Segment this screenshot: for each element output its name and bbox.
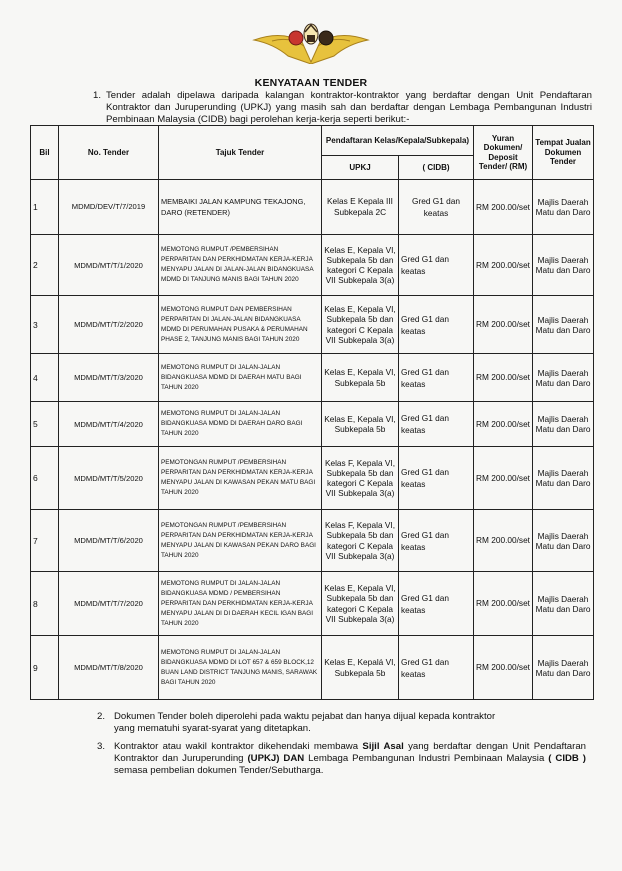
cell-tajuk: MEMOTONG RUMPUT DAN PEMBERSIHAN PERPARITAN DI JALAN-JALAN BIDANGKUASA MDMD DI PERUMAHAN PUSAKA & PERUMAHAN PHASE 2, TANJUNG MANIS BAGI TAHUN 2020: [159, 296, 322, 354]
cell-tempat: Majlis Daerah Matu dan Daro: [533, 296, 594, 354]
cell-tempat: Majlis Daerah Matu dan Daro: [533, 510, 594, 572]
cell-no-tender: MDMD/MT/T/6/2020: [59, 510, 159, 572]
header-pendaftaran: Pendaftaran Kelas/Kepala/Subkepala): [322, 126, 474, 156]
cell-upkj: Kelas E, Kepala VI, Subkepala 5b dan kategori C Kepala VII Subkepala 3(a): [322, 235, 399, 296]
cell-no-tender: MDMD/MT/T/7/2020: [59, 572, 159, 636]
cell-tajuk: MEMOTONG RUMPUT DI JALAN-JALAN BIDANGKUASA MDMD DI LOT 657 & 659 BLOCK,12 BUAN LAND DISTRICT TANJUNG MANIS, SARAWAK BAGI TAHUN 2020: [159, 636, 322, 700]
cell-cidb: Gred G1 dan keatas: [399, 296, 474, 354]
cell-bil: 1: [31, 180, 59, 235]
cell-bil: 6: [31, 447, 59, 510]
p3-sijil-asal: Sijil Asal: [362, 741, 404, 752]
paragraph-1-number: 1.: [93, 90, 102, 101]
cell-tempat: Majlis Daerah Matu dan Daro: [533, 572, 594, 636]
table-row: [31, 510, 594, 572]
cell-upkj: Kelas E, Kepala VI, Subkepala 5b dan kategori C Kepala VII Subkepala 3(a): [322, 296, 399, 354]
cell-no-tender: MDMD/DEV/T/7/2019: [59, 180, 159, 235]
table-row: [31, 402, 594, 447]
cell-tajuk: MEMOTONG RUMPUT DI JALAN-JALAN BIDANGKUASA MDMD DI DAERAH DARO BAGI TAHUN 2020: [159, 402, 322, 447]
paragraph-2-text: Dokumen Tender boleh diperolehi pada waktu pejabat dan hanya dijual kepada kontraktor yang mematuhi syarat-syarat yang ditetapkan.: [114, 711, 496, 735]
cell-cidb: Gred G1 dan keatas: [399, 510, 474, 572]
table-row: [31, 180, 594, 235]
cell-yuran: RM 200.00/set: [474, 296, 533, 354]
cell-cidb: Gred G1 dan keatas: [399, 572, 474, 636]
table-row: [31, 235, 594, 296]
cell-tempat: Majlis Daerah Matu dan Daro: [533, 180, 594, 235]
cell-cidb: Gred G1 dan keatas: [399, 180, 474, 235]
cell-no-tender: MDMD/MT/T/3/2020: [59, 354, 159, 402]
p3-text-mid2: Lembaga Pembangunan Industri Pembinaan Malaysia: [304, 753, 549, 765]
cell-tajuk: MEMBAIKI JALAN KAMPUNG TEKAJONG, DARO (RETENDER): [159, 180, 322, 235]
cell-tempat: Majlis Daerah Matu dan Daro: [533, 447, 594, 510]
table-row: [31, 447, 594, 510]
header-cidb: ( CIDB): [399, 156, 474, 180]
cell-upkj: Kelas F, Kepala VI, Subkepala 5b dan kategori C Kepala VII Subkepala 3(a): [322, 447, 399, 510]
cell-bil: 2: [31, 235, 59, 296]
cell-yuran: RM 200.00/set: [474, 235, 533, 296]
cell-tempat: Majlis Daerah Matu dan Daro: [533, 636, 594, 700]
cell-bil: 7: [31, 510, 59, 572]
cell-upkj: Kelas E, Kepala VI, Subkepala 5b: [322, 402, 399, 447]
header-bil: Bil: [31, 126, 59, 180]
cell-cidb: Gred G1 dan keatas: [399, 235, 474, 296]
paragraph-2-number: 2.: [97, 711, 106, 722]
cell-upkj: Kelas E, Kepala VI, Subkepala 5b: [322, 354, 399, 402]
paragraph-1-text: Tender adalah dipelawa daripada kalangan kontraktor-kontraktor yang berdaftar dengan Unit Pendaftaran Kontraktor dan Juruperunding (UPKJ) yang masih sah dan berdaftar dengan Lembaga Pembangunan Industri Pembinaan Malaysia (CIDB) bagi perolehan kerja-kerja seperti berikut:-: [106, 90, 592, 126]
cell-yuran: RM 200.00/set: [474, 572, 533, 636]
cell-cidb: Gred G1 dan keatas: [399, 402, 474, 447]
p3-text-after: semasa pembelian dokumen Tender/Sebutharga.: [114, 765, 324, 777]
cell-tempat: Majlis Daerah Matu dan Daro: [533, 402, 594, 447]
header-no-tender: No. Tender: [59, 126, 159, 180]
cell-upkj: Kelas F, Kepala VI, Subkepala 5b dan kategori C Kepala VII Subkepala 3(a): [322, 510, 399, 572]
cell-cidb: Gred G1 dan keatas: [399, 354, 474, 402]
cell-no-tender: MDMD/MT/T/4/2020: [59, 402, 159, 447]
tender-table: [30, 125, 594, 700]
document-title: KENYATAAN TENDER: [254, 77, 368, 89]
header-yuran: Yuran Dokumen/ Deposit Tender/ (RM): [474, 126, 533, 180]
cell-upkj: Kelas E, Kepalá VI, Subkepala 5b: [322, 636, 399, 700]
cell-tajuk: MEMOTONG RUMPUT DI JALAN-JALAN BIDANGKUASA MDMD DI DAERAH MATU BAGI TAHUN 2020: [159, 354, 322, 402]
cell-no-tender: MDMD/MT/T/5/2020: [59, 447, 159, 510]
cell-tajuk: MEMOTONG RUMPUT DI JALAN-JALAN BIDANGKUASA MDMD / PEMBERSIHAN PERPARITAN DAN PERKHIDMATAN KERJA-KERJA MENYAPU JALAN DI DI DAERAH KECIL IGAN BAGI TAHUN 2020: [159, 572, 322, 636]
cell-bil: 5: [31, 402, 59, 447]
cell-tempat: Majlis Daerah Matu dan Daro: [533, 235, 594, 296]
p3-cidb: ( CIDB ): [548, 753, 587, 765]
p3-text-mid1: yang berdaftar dengan Unit Pendaftaran Kontraktor dan Juruperunding: [114, 741, 586, 765]
cell-yuran: RM 200.00/set: [474, 447, 533, 510]
cell-yuran: RM 200.00/set: [474, 354, 533, 402]
cell-bil: 3: [31, 296, 59, 354]
header-tajuk-tender: Tajuk Tender: [159, 126, 322, 180]
header-upkj: UPKJ: [322, 156, 399, 180]
cell-tajuk: MEMOTONG RUMPUT /PEMBERSIHAN PERPARITAN DAN PERKHIDMATAN KERJA-KERJA MENYAPU JALAN DI JALAN-JALAN BIDANGKUASA MDMD DI TANJUNG MANIS BAGI TAHUN 2020: [159, 235, 322, 296]
cell-yuran: RM 200.00/set: [474, 636, 533, 700]
header-tempat: Tempat Jualan Dokumen Tender: [533, 126, 594, 180]
paragraph-3-text: [114, 741, 586, 778]
cell-tempat: Majlis Daerah Matu dan Daro: [533, 354, 594, 402]
cell-no-tender: MDMD/MT/T/2/2020: [59, 296, 159, 354]
table-header-row: [31, 126, 594, 156]
cell-cidb: Gred G1 dan keatas: [399, 447, 474, 510]
cell-tajuk: PEMOTONGAN RUMPUT /PEMBERSIHAN PERPARITAN DAN PERKHIDMATAN KERJA-KERJA MENYAPU JALAN DI KAWASAN PEKAN MATU BAGI TAHUN 2020: [159, 447, 322, 510]
cell-bil: 8: [31, 572, 59, 636]
paragraph-3-number: 3.: [97, 741, 106, 752]
cell-bil: 4: [31, 354, 59, 402]
table-row: [31, 296, 594, 354]
table-row: [31, 572, 594, 636]
table-row: [31, 636, 594, 700]
cell-yuran: RM 200.00/set: [474, 180, 533, 235]
cell-yuran: RM 200.00/set: [474, 402, 533, 447]
cell-cidb: Gred G1 dan keatas: [399, 636, 474, 700]
cell-bil: 9: [31, 636, 59, 700]
cell-no-tender: MDMD/MT/T/1/2020: [59, 235, 159, 296]
p3-text-before: Kontraktor atau wakil kontraktor dikehendaki membawa: [114, 741, 363, 752]
p3-upkj-dan: (UPKJ) DAN: [247, 753, 305, 765]
cell-upkj: Kelas E, Kepala VI, Subkepala 5b dan kategori C Kepala VII Subkepala 3(a): [322, 572, 399, 636]
cell-yuran: RM 200.00/set: [474, 510, 533, 572]
cell-upkj: Kelas E Kepala III Subkepala 2C: [322, 180, 399, 235]
table-row: [31, 354, 594, 402]
cell-tajuk: PEMOTONGAN RUMPUT /PEMBERSIHAN PERPARITAN DAN PERKHIDMATAN KERJA-KERJA MENYAPU JALAN DI KAWASAN PEKAN DARO BAGI TAHUN 2020: [159, 510, 322, 572]
crest-logo: [252, 22, 370, 64]
cell-no-tender: MDMD/MT/T/8/2020: [59, 636, 159, 700]
